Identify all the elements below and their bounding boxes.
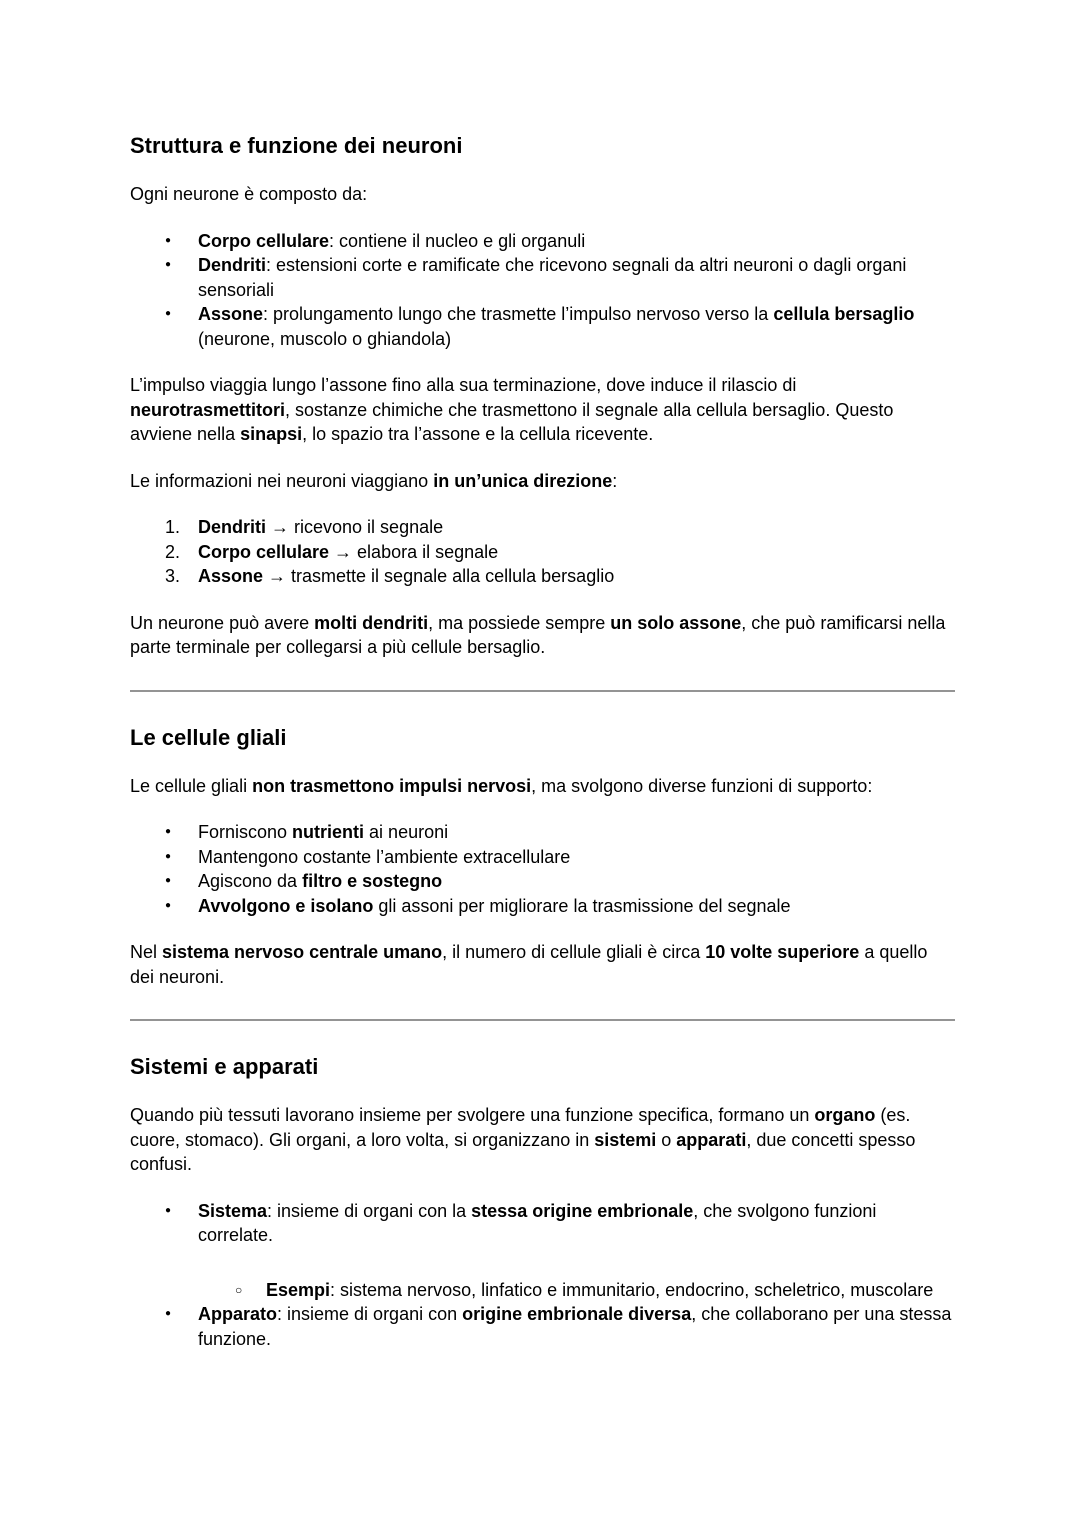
section-heading — [130, 724, 955, 752]
text-run: gli assoni per migliorare la trasmissione del segnale — [373, 895, 791, 916]
list-number: 1. — [165, 517, 181, 537]
paragraph — [130, 940, 955, 989]
bold-text-run: Avvolgono e isolano — [198, 895, 374, 916]
bold-text-run: non trasmettono impulsi nervosi — [252, 775, 532, 796]
list-item — [130, 564, 955, 589]
text-run: Ogni neurone è composto da: — [130, 184, 368, 204]
bold-text-run: Dendriti — [198, 517, 267, 537]
text-run: Un neurone può avere — [130, 612, 315, 633]
text-run: a quello dei neuroni. — [130, 942, 928, 987]
list-item — [130, 1278, 955, 1303]
text-run: : insieme di organi con — [277, 1304, 463, 1324]
bold-text-run: filtro e sostegno — [302, 871, 443, 891]
list-item — [130, 515, 955, 540]
text-run: → elabora il segnale — [329, 541, 499, 562]
bullet-icon: ● — [165, 1204, 172, 1216]
text-run: Le cellule gliali — [130, 775, 253, 796]
list-item-text — [198, 229, 955, 254]
section-divider — [130, 690, 955, 692]
bold-text-run: apparati — [676, 1129, 747, 1150]
text-run: (es. cuore, stomaco). Gli organi, a loro volta, si organizzano in — [130, 1105, 911, 1150]
text-run: ai neuroni — [364, 822, 449, 842]
bold-text-run: cellula bersaglio — [773, 304, 915, 324]
paragraph — [130, 611, 955, 660]
bold-text-run: Corpo cellulare — [198, 230, 330, 251]
bullet-icon: ● — [165, 308, 172, 319]
bullet-icon: ● — [165, 259, 172, 270]
bold-text-run: un solo assone — [610, 612, 742, 633]
section-divider — [130, 1019, 955, 1021]
list — [130, 1199, 955, 1352]
list-item-text — [198, 845, 955, 870]
text-run: , che può ramificarsi nella parte terminale per collegarsi a più cellule bersaglio. — [130, 612, 946, 657]
bold-text-run: sistemi — [594, 1129, 657, 1150]
list-item — [130, 845, 955, 870]
list-number: 3. — [165, 566, 181, 586]
list-item — [130, 869, 955, 894]
bullet-icon: ● — [165, 850, 172, 862]
list-item-text — [266, 1278, 955, 1303]
paragraph — [130, 182, 955, 207]
text-run: Le informazioni nei neuroni viaggiano — [130, 470, 434, 491]
paragraph — [130, 373, 955, 447]
bold-text-run: stessa origine embrionale — [471, 1200, 694, 1221]
text-run: , lo spazio tra l’assone e la cellula ricevente. — [302, 424, 654, 444]
bold-text-run: Corpo cellulare — [198, 541, 330, 562]
bold-text-run: Sistema — [198, 1200, 268, 1221]
list-item — [130, 302, 955, 351]
paragraph — [130, 774, 955, 799]
bullet-icon: ○ — [235, 1282, 243, 1297]
bullet-icon: ● — [165, 875, 172, 886]
section-heading — [130, 1053, 955, 1081]
bold-text-run: Esempi — [266, 1279, 331, 1300]
list — [130, 820, 955, 918]
bold-text-run: Le cellule gliali — [130, 724, 287, 750]
text-run: Forniscono — [198, 822, 293, 842]
paragraph — [130, 1103, 955, 1177]
text-run: , sostanze chimiche che trasmettono il segnale alla cellula bersaglio. Questo avviene nella — [130, 399, 894, 444]
list-item — [130, 540, 955, 565]
text-run: o — [656, 1129, 677, 1150]
bold-text-run: 10 volte superiore — [705, 942, 860, 962]
list-item-text — [198, 820, 955, 845]
list-item-text — [198, 515, 955, 540]
bold-text-run: molti dendriti — [314, 612, 429, 633]
bold-text-run: sistema nervoso centrale umano — [162, 942, 443, 962]
bullet-icon: ● — [165, 826, 172, 837]
list-item — [130, 1302, 955, 1351]
bold-text-run: nutrienti — [292, 822, 365, 842]
text-run: : contiene il nucleo e gli organuli — [329, 230, 586, 251]
text-run: : sistema nervoso, linfatico e immunitario, endocrino, scheletrico, muscolare — [330, 1279, 934, 1300]
bold-text-run: Assone — [198, 304, 264, 324]
text-run: L’impulso viaggia lungo l’assone fino alla sua terminazione, dove induce il rilascio di — [130, 375, 797, 395]
text-run: Quando più tessuti lavorano insieme per svolgere una funzione specifica, formano un — [130, 1105, 815, 1125]
text-run: : insieme di organi con la — [267, 1200, 472, 1221]
bold-text-run: in un’unica direzione — [433, 470, 613, 491]
text-run: : estensioni corte e ramificate che ricevono segnali da altri neuroni o dagli organi sensoriali — [198, 255, 907, 300]
list-item-text — [198, 302, 955, 351]
paragraph — [130, 469, 955, 494]
text-run: → trasmette il segnale alla cellula bersaglio — [263, 566, 615, 586]
bullet-icon: ● — [165, 899, 172, 911]
text-run: : prolungamento lungo che trasmette l’impulso nervoso verso la — [263, 304, 774, 324]
list-item-text — [198, 564, 955, 589]
list-item-text — [198, 894, 955, 919]
list-item-text — [198, 540, 955, 565]
bold-text-run: organo — [814, 1105, 876, 1125]
text-run: (neurone, muscolo o ghiandola) — [198, 328, 452, 349]
list-item — [130, 1199, 955, 1248]
list-number: 2. — [165, 541, 181, 562]
text-run: , il numero di cellule gliali è circa — [442, 942, 706, 962]
text-run: , ma possiede sempre — [428, 612, 611, 633]
list-item — [130, 253, 955, 302]
list-item — [130, 894, 955, 919]
bullet-icon: ● — [165, 1308, 172, 1319]
bold-text-run: Sistemi e apparati — [130, 1054, 319, 1079]
text-run: , che svolgono funzioni correlate. — [198, 1200, 877, 1245]
list-item-text — [198, 869, 955, 894]
bold-text-run: Apparato — [198, 1304, 278, 1324]
bold-text-run: neurotrasmettitori — [130, 399, 286, 420]
text-run: Agiscono da — [198, 871, 303, 891]
text-run: , ma svolgono diverse funzioni di supporto: — [531, 775, 873, 796]
list — [130, 229, 955, 352]
list-item-text — [198, 1302, 955, 1351]
bold-text-run: origine embrionale diversa — [462, 1304, 692, 1324]
text-run: , due concetti spesso confusi. — [130, 1129, 916, 1174]
list — [130, 515, 955, 589]
bold-text-run: Assone — [198, 566, 264, 586]
text-run: Mantengono costante l’ambiente extracellulare — [198, 846, 571, 867]
list-item — [130, 820, 955, 845]
list-item-text — [198, 253, 955, 302]
text-run: , che collaborano per una stessa funzione. — [198, 1304, 952, 1349]
bold-text-run: Struttura e funzione dei neuroni — [130, 133, 463, 158]
bullet-icon: ● — [165, 234, 172, 246]
list-item-text — [198, 1199, 955, 1248]
text-run: → ricevono il segnale — [266, 517, 444, 537]
list-item — [130, 229, 955, 254]
text-run: : — [612, 470, 618, 491]
bold-text-run: sinapsi — [240, 424, 303, 444]
section-heading — [130, 132, 955, 160]
text-run: Nel — [130, 942, 163, 962]
bold-text-run: Dendriti — [198, 255, 267, 275]
